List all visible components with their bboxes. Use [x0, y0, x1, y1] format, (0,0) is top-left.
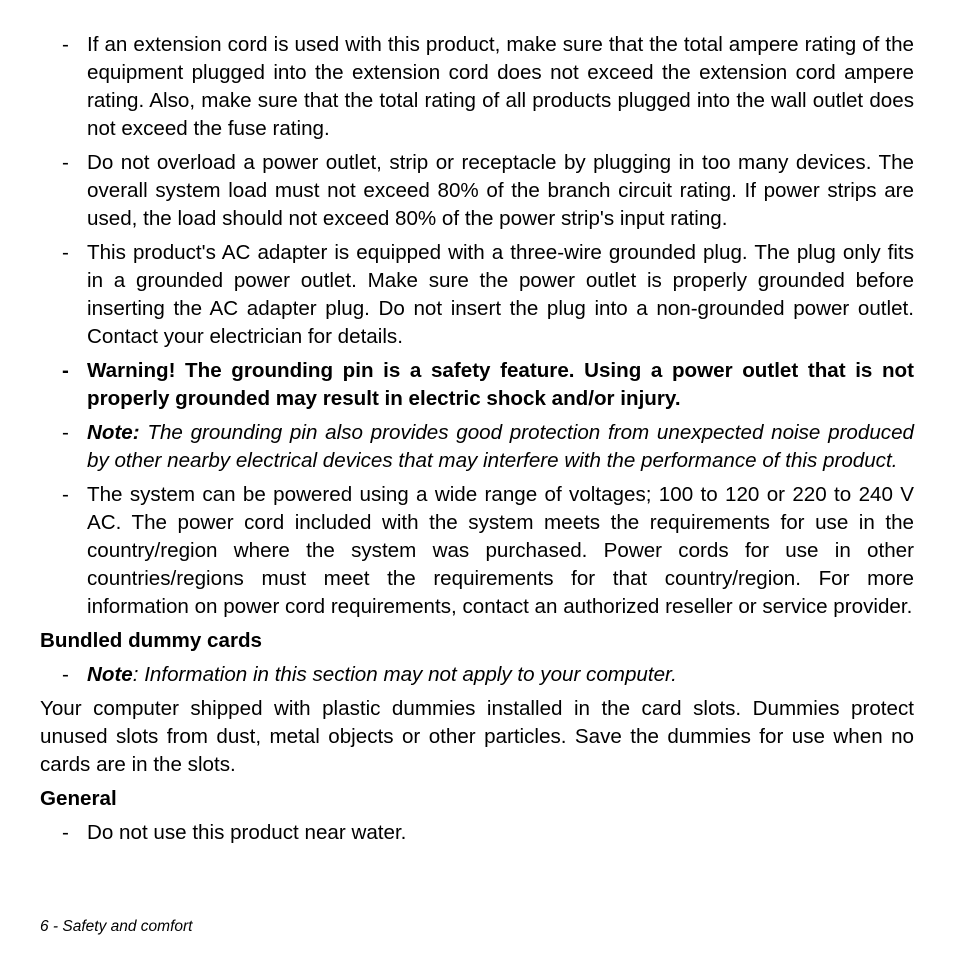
list-item-text: Do not overload a power outlet, strip or receptacle by plugging in too many devices. The overall system load must not exceed 80% of the branch circuit rating. If power strips are used, the load should not exceed 80% of the power strip's input rating.	[87, 151, 914, 230]
page-footer: 6 - Safety and comfort	[40, 918, 193, 935]
section-heading-bundled-dummy-cards: Bundled dummy cards	[40, 629, 262, 652]
bullet-dash: -	[62, 483, 69, 506]
bullet-dash: -	[62, 421, 69, 444]
list-item-text: If an extension cord is used with this product, make sure that the total ampere rating of the equipment plugged into the extension cord does not exceed the extension cord ampere rating. Also, make sure that the total rating of all products plugged into the wall outlet does not exceed the fuse rating.	[87, 33, 914, 140]
list-item-water	[40, 819, 914, 847]
list-item-text: This product's AC adapter is equipped with a three-wire grounded plug. The plug only fits in a grounded power outlet. Make sure the power outlet is properly grounded before inserting the AC adapter plug. Do not insert the plug into a non-grounded power outlet. Contact your electrician for details.	[87, 241, 914, 348]
list-item-text: Do not use this product near water.	[87, 821, 407, 844]
bullet-dash: -	[62, 241, 69, 264]
list-item-power-outlet-overload	[40, 149, 914, 233]
bundled-paragraph: Your computer shipped with plastic dummies installed in the card slots. Dummies protect unused slots from dust, metal objects or other particles. Save the dummies for use when no cards are in the slots.	[40, 697, 914, 776]
note-label: Note:	[87, 421, 140, 444]
document-page	[40, 31, 914, 853]
bullet-dash: -	[62, 663, 69, 686]
note-bundled-item	[40, 661, 914, 689]
list-item-voltage	[40, 481, 914, 621]
list-item-extension-cord	[40, 31, 914, 143]
list-item-text: The system can be powered using a wide range of voltages; 100 to 120 or 220 to 240 V AC. The power cord included with the system meets the requirements for use in the country/region where the system was purchased. Power cords for use in other countries/regions must meet the requirements for that country/region. For more information on power cord requirements, contact an authorized reseller or service provider.	[87, 483, 914, 618]
bullet-dash: -	[62, 359, 69, 382]
note-text: : Information in this section may not apply to your computer.	[132, 663, 677, 686]
bullet-dash: -	[62, 33, 69, 56]
note-text: The grounding pin also provides good protection from unexpected noise produced by other nearby electrical devices that may interfere with the performance of this product.	[87, 421, 914, 472]
list-item-ac-adapter-plug	[40, 239, 914, 351]
note-label: Note	[87, 663, 133, 686]
warning-item	[40, 357, 914, 413]
note-grounding-item	[40, 419, 914, 475]
section-heading-general: General	[40, 787, 117, 810]
bullet-dash: -	[62, 821, 69, 844]
warning-text: Warning! The grounding pin is a safety feature. Using a power outlet that is not properly grounded may result in electric shock and/or injury.	[87, 359, 914, 410]
bullet-dash: -	[62, 151, 69, 174]
